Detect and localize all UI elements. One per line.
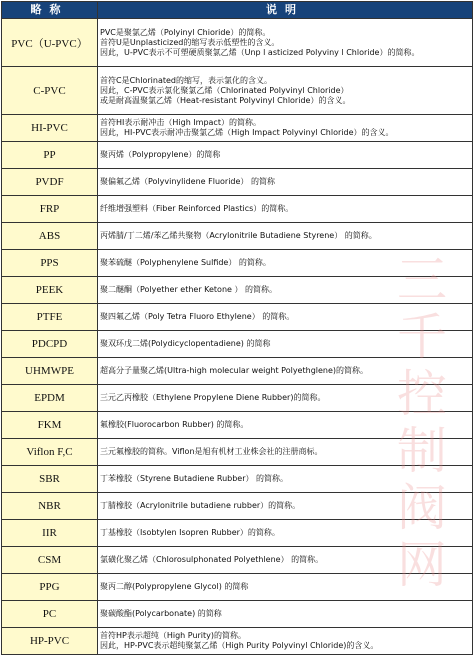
desc-cell	[98, 67, 473, 115]
desc-line: 因此，U-PVC表示不可塑硬质聚氯乙烯（Unp l asticized Polyviny l Chloride）的简称。	[100, 47, 420, 57]
desc-cell	[98, 574, 473, 601]
desc-cell	[98, 196, 473, 223]
abbr-cell: PPS	[2, 250, 98, 277]
abbr-cell: PEEK	[2, 277, 98, 304]
desc-line: 或是耐高温聚氯乙烯（Heat-resistant Polyvinyl Chloride）的含义。	[100, 95, 351, 105]
desc-line: 聚碳酸酯(Polycarbonate) 的简称	[100, 609, 222, 618]
watermark-char: 网	[397, 536, 447, 594]
desc-line: 超高分子量聚乙烯(Ultra-high molecular weight Polyethglene)的简称。	[100, 366, 369, 375]
watermark-char: 控	[397, 365, 447, 423]
abbr-cell: PPG	[2, 574, 98, 601]
desc-cell	[98, 331, 473, 358]
desc-line: 三元乙丙橡胶（Ethylene Propylene Diene Rubber)的简称。	[100, 393, 326, 402]
table-row	[2, 412, 473, 439]
header-abbr: 略称	[2, 2, 98, 19]
abbr-cell: FKM	[2, 412, 98, 439]
desc-cell	[98, 466, 473, 493]
table-row	[2, 331, 473, 358]
table-row	[2, 574, 473, 601]
desc-cell	[98, 223, 473, 250]
header-desc: 说明	[98, 2, 473, 19]
table-row	[2, 142, 473, 169]
desc-line: 因此，C-PVC表示氯化聚氯乙烯（Chlorinated Polyvinyl Chloride）	[100, 85, 349, 95]
table-row	[2, 601, 473, 628]
desc-cell	[98, 547, 473, 574]
desc-line: 氟橡胶(Fluorocarbon Rubber) 的简称。	[100, 420, 249, 429]
abbr-cell: PP	[2, 142, 98, 169]
abbr-cell: UHMWPE	[2, 358, 98, 385]
table-row	[2, 520, 473, 547]
desc-line: 首符HI表示耐冲击（High Impact）的简称。	[100, 118, 261, 127]
desc-line: 聚苯硫醚（Polyphenylene Sulfide） 的简称。	[100, 258, 271, 267]
abbr-cell: C-PVC	[2, 67, 98, 115]
abbr-cell: IIR	[2, 520, 98, 547]
desc-line: 聚四氟乙烯（Poly Tetra Fluoro Ethylene） 的简称。	[100, 312, 295, 321]
abbr-cell: ABS	[2, 223, 98, 250]
table-row	[2, 385, 473, 412]
desc-line: 丁苯橡胶（Styrene Butadiene Rubber） 的简称。	[100, 474, 289, 483]
desc-line: PVC是聚氯乙烯（Polyinyl Chioride）的简称。	[100, 27, 271, 37]
desc-cell	[98, 169, 473, 196]
desc-line: 聚双环戊二烯(Polydicyclopentadiene) 的简称	[100, 339, 271, 348]
desc-line: 首符C是Chlorinated的缩写，表示氯化的含义。	[100, 75, 272, 85]
table-row	[2, 67, 473, 115]
desc-cell	[98, 493, 473, 520]
table-row	[2, 547, 473, 574]
abbr-cell: Viflon F,C	[2, 439, 98, 466]
table-row	[2, 358, 473, 385]
abbr-cell: PTFE	[2, 304, 98, 331]
desc-cell	[98, 358, 473, 385]
desc-cell	[98, 520, 473, 547]
glossary-table	[1, 1, 473, 655]
table-row	[2, 19, 473, 67]
desc-cell	[98, 385, 473, 412]
desc-line: 首符U是Unplasticized的缩写表示低塑性的含义。	[100, 37, 280, 47]
desc-cell	[98, 115, 473, 142]
desc-cell	[98, 439, 473, 466]
abbr-cell: HI-PVC	[2, 115, 98, 142]
watermark-char: 千	[397, 308, 447, 366]
abbr-cell: PDCPD	[2, 331, 98, 358]
table-row	[2, 169, 473, 196]
desc-line: 因此，HP-PVC表示超纯聚氯乙烯（High Purity Polyvinyl Chloride)的含义。	[100, 641, 379, 650]
desc-line: 丁腈橡胶（Acrylonitrile butadiene rubber）的简称。	[100, 501, 301, 510]
table-row	[2, 196, 473, 223]
desc-line: 聚丙二醇(Polypropylene Glycol) 的简称	[100, 582, 249, 591]
desc-line: 聚丙烯（Polypropylene）的简称	[100, 150, 221, 159]
table-row	[2, 628, 473, 655]
desc-cell	[98, 628, 473, 655]
abbr-cell: EPDM	[2, 385, 98, 412]
desc-line: 首符HP表示超纯（High Purity)的简称。	[100, 631, 247, 640]
desc-cell	[98, 412, 473, 439]
desc-cell	[98, 250, 473, 277]
desc-line: 因此，HI-PVC表示耐冲击聚氯乙烯（High Impact Polyvinyl Chloride）的含义。	[100, 128, 394, 137]
desc-cell	[98, 19, 473, 67]
desc-line: 三元氟橡胶的简称。Viflon是旭有机材工业株会社的注册商标。	[100, 447, 323, 456]
table-row	[2, 466, 473, 493]
table-row	[2, 223, 473, 250]
abbr-cell: SBR	[2, 466, 98, 493]
watermark-char: 三	[397, 251, 447, 309]
desc-line: 丙烯腈/丁二烯/苯乙烯共聚物（Acrylonitrile Butadiene Styrene） 的简称。	[100, 231, 377, 240]
desc-cell	[98, 601, 473, 628]
table-body	[2, 19, 473, 655]
abbr-cell: PVC（U-PVC）	[2, 19, 98, 67]
table-row	[2, 493, 473, 520]
desc-cell	[98, 142, 473, 169]
abbr-cell: CSM	[2, 547, 98, 574]
desc-line: 纤维增强塑料（Fiber Reinforced Plastics）的简称。	[100, 204, 294, 213]
table-header-row	[2, 2, 473, 19]
abbr-cell: HP-PVC	[2, 628, 98, 655]
table-row	[2, 439, 473, 466]
abbr-cell: PC	[2, 601, 98, 628]
table-row	[2, 250, 473, 277]
table-row	[2, 304, 473, 331]
table-row	[2, 115, 473, 142]
desc-line: 聚偏氟乙烯（Polyvinylidene Fluoride） 的简称	[100, 177, 275, 186]
abbr-cell: PVDF	[2, 169, 98, 196]
abbr-cell: FRP	[2, 196, 98, 223]
desc-line: 氯磺化聚乙烯（Chlorosulphonated Polyethlene） 的简称。	[100, 555, 324, 564]
abbr-cell: NBR	[2, 493, 98, 520]
table-row	[2, 277, 473, 304]
desc-cell	[98, 277, 473, 304]
desc-line: 丁基橡胶（Isobtylen Isopren Rubber）的简称。	[100, 528, 280, 537]
desc-cell	[98, 304, 473, 331]
watermark-char: 阀	[397, 479, 447, 537]
desc-line: 聚二醚酮（Polyether ether Ketone ） 的简称。	[100, 285, 278, 294]
watermark-char: 制	[397, 422, 447, 480]
